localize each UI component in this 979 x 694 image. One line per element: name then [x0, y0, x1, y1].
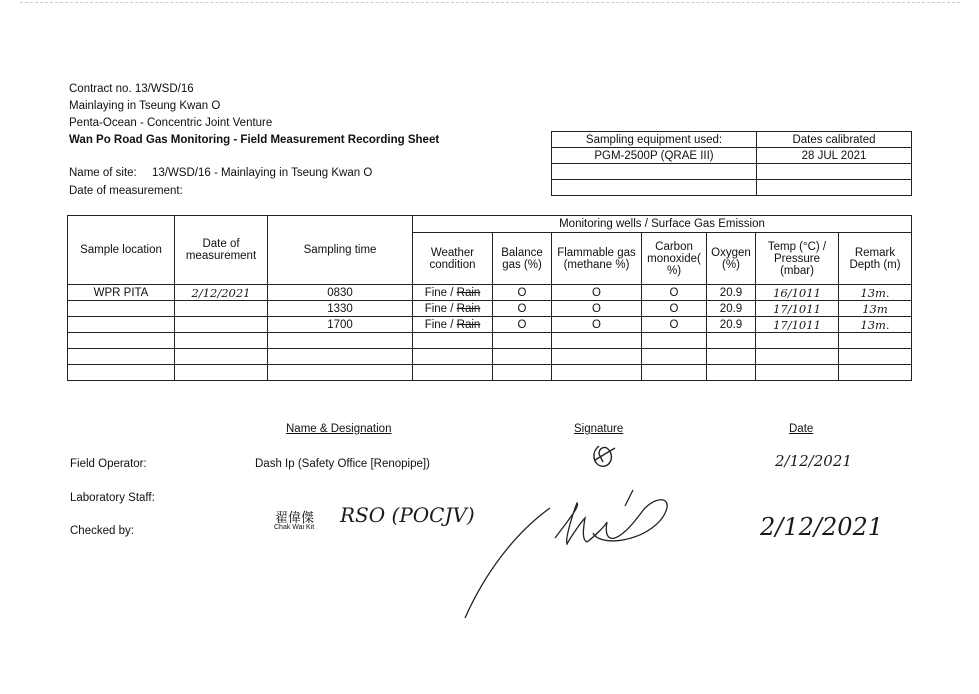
table-row	[68, 365, 912, 381]
sheet-title: Wan Po Road Gas Monitoring - Field Measurement Recording Sheet	[69, 134, 440, 146]
equipment-cell	[552, 164, 757, 180]
weather-rain-struck: Rain	[456, 318, 481, 331]
empty-cell	[756, 365, 839, 381]
measurement-date-cell: 2/12/2021	[175, 285, 268, 301]
empty-cell	[552, 333, 642, 349]
empty-cell	[268, 365, 413, 381]
remark-depth-cell: 13m	[839, 301, 912, 317]
empty-cell	[413, 365, 493, 381]
empty-cell	[175, 333, 268, 349]
empty-cell	[552, 349, 642, 365]
monitoring-table	[67, 215, 912, 381]
remark-depth-cell: 13m.	[839, 317, 912, 333]
sample-location-cell	[68, 317, 175, 333]
empty-cell	[493, 365, 552, 381]
document-header	[69, 81, 439, 149]
field-operator-label: Field Operator:	[70, 458, 147, 470]
equipment-cell: PGM-2500P (QRAE III)	[552, 148, 757, 164]
empty-cell	[707, 365, 756, 381]
checked-by-chinese-name: 翟偉傑	[275, 510, 315, 525]
carbon-monoxide-cell: O	[642, 301, 707, 317]
site-label: Name of site:	[69, 167, 137, 179]
empty-cell	[68, 349, 175, 365]
empty-cell	[839, 365, 912, 381]
carbon-monoxide-cell: O	[642, 285, 707, 301]
equipment-header: Sampling equipment used:	[552, 132, 757, 148]
sampling-time-cell: 0830	[268, 285, 413, 301]
empty-cell	[68, 333, 175, 349]
weather-cell	[413, 285, 493, 301]
measurement-date-cell	[175, 317, 268, 333]
site-line	[69, 167, 372, 179]
carbon-monoxide-cell: O	[642, 317, 707, 333]
empty-cell	[642, 365, 707, 381]
empty-cell	[413, 349, 493, 365]
empty-cell	[707, 333, 756, 349]
lab-staff-label: Laboratory Staff:	[70, 492, 155, 504]
measurement-date-label: Date of measurement:	[69, 185, 183, 197]
scan-edge-line	[20, 2, 960, 3]
field-operator-date: 2/12/2021	[775, 452, 852, 470]
empty-cell	[707, 349, 756, 365]
sampling-time-cell: 1330	[268, 301, 413, 317]
weather-rain-struck: Rain	[456, 286, 481, 299]
table-row	[68, 285, 912, 301]
name-designation-heading: Name & Designation	[286, 423, 392, 435]
empty-cell	[642, 349, 707, 365]
empty-cell	[493, 349, 552, 365]
field-operator-signature	[585, 442, 625, 472]
date-heading: Date	[789, 423, 814, 435]
remark-depth-cell: 13m.	[839, 285, 912, 301]
equipment-cell	[552, 180, 757, 196]
balance-gas-cell: O	[493, 301, 552, 317]
temp-pressure-cell: 16/1011	[756, 285, 839, 301]
balance-gas-cell: O	[493, 317, 552, 333]
signature-heading: Signature	[574, 423, 624, 435]
checked-by-date: 2/12/2021	[760, 513, 884, 541]
empty-cell	[642, 333, 707, 349]
checked-by-english-name: Chak Wai Kit	[274, 524, 315, 531]
field-operator-name: Dash Ip (Safety Office [Renopipe])	[255, 458, 430, 470]
sample-location-cell	[68, 301, 175, 317]
site-value: 13/WSD/16 - Mainlaying in Tseung Kwan O	[151, 167, 373, 179]
header-remark-depth: Remark Depth (m)	[839, 233, 912, 285]
table-row	[68, 333, 912, 349]
flammable-gas-cell: O	[552, 285, 642, 301]
header-flammable-gas: Flammable gas (methane %)	[552, 233, 642, 285]
header-monitoring-wells: Monitoring wells / Surface Gas Emission	[413, 216, 912, 233]
weather-cell	[413, 317, 493, 333]
temp-pressure-cell: 17/1011	[756, 317, 839, 333]
empty-cell	[68, 365, 175, 381]
sample-location-cell: WPR PITA	[68, 285, 175, 301]
oxygen-cell: 20.9	[707, 285, 756, 301]
empty-cell	[839, 333, 912, 349]
flammable-gas-cell: O	[552, 301, 642, 317]
empty-cell	[175, 349, 268, 365]
header-date-of-measurement: Date of measurement	[175, 216, 268, 285]
empty-cell	[552, 365, 642, 381]
table-row	[68, 317, 912, 333]
header-sampling-time: Sampling time	[268, 216, 413, 285]
oxygen-cell: 20.9	[707, 317, 756, 333]
balance-gas-cell: O	[493, 285, 552, 301]
oxygen-cell: 20.9	[707, 301, 756, 317]
empty-cell	[493, 333, 552, 349]
equipment-table	[551, 131, 912, 196]
header-carbon-monoxide: Carbon monoxide( %)	[642, 233, 707, 285]
weather-fine: Fine /	[424, 302, 454, 315]
table-row	[68, 301, 912, 317]
calibration-header: Dates calibrated	[757, 132, 912, 148]
empty-cell	[839, 349, 912, 365]
measurement-date-cell	[175, 301, 268, 317]
empty-cell	[175, 365, 268, 381]
checked-by-label: Checked by:	[70, 525, 134, 537]
weather-rain-struck: Rain	[456, 302, 481, 315]
contractor-name: Penta-Ocean - Concentric Joint Venture	[69, 117, 273, 129]
header-balance-gas: Balance gas (%)	[493, 233, 552, 285]
project-name: Mainlaying in Tseung Kwan O	[69, 100, 221, 112]
weather-fine: Fine /	[424, 286, 454, 299]
weather-cell	[413, 301, 493, 317]
empty-cell	[268, 349, 413, 365]
calibration-date-cell	[757, 164, 912, 180]
contract-number: Contract no. 13/WSD/16	[69, 83, 194, 95]
flammable-gas-cell: O	[552, 317, 642, 333]
temp-pressure-cell: 17/1011	[756, 301, 839, 317]
empty-cell	[268, 333, 413, 349]
sampling-time-cell: 1700	[268, 317, 413, 333]
checked-by-signature	[455, 478, 695, 623]
calibration-date-cell	[757, 180, 912, 196]
header-weather: Weather condition	[413, 233, 493, 285]
empty-cell	[413, 333, 493, 349]
checked-by-role: RSO (POCJV)	[340, 503, 475, 527]
weather-fine: Fine /	[424, 318, 454, 331]
header-sample-location: Sample location	[68, 216, 175, 285]
calibration-date-cell: 28 JUL 2021	[757, 148, 912, 164]
header-oxygen: Oxygen (%)	[707, 233, 756, 285]
empty-cell	[756, 349, 839, 365]
header-temp-pressure: Temp (°C) / Pressure (mbar)	[756, 233, 839, 285]
table-row	[68, 349, 912, 365]
empty-cell	[756, 333, 839, 349]
